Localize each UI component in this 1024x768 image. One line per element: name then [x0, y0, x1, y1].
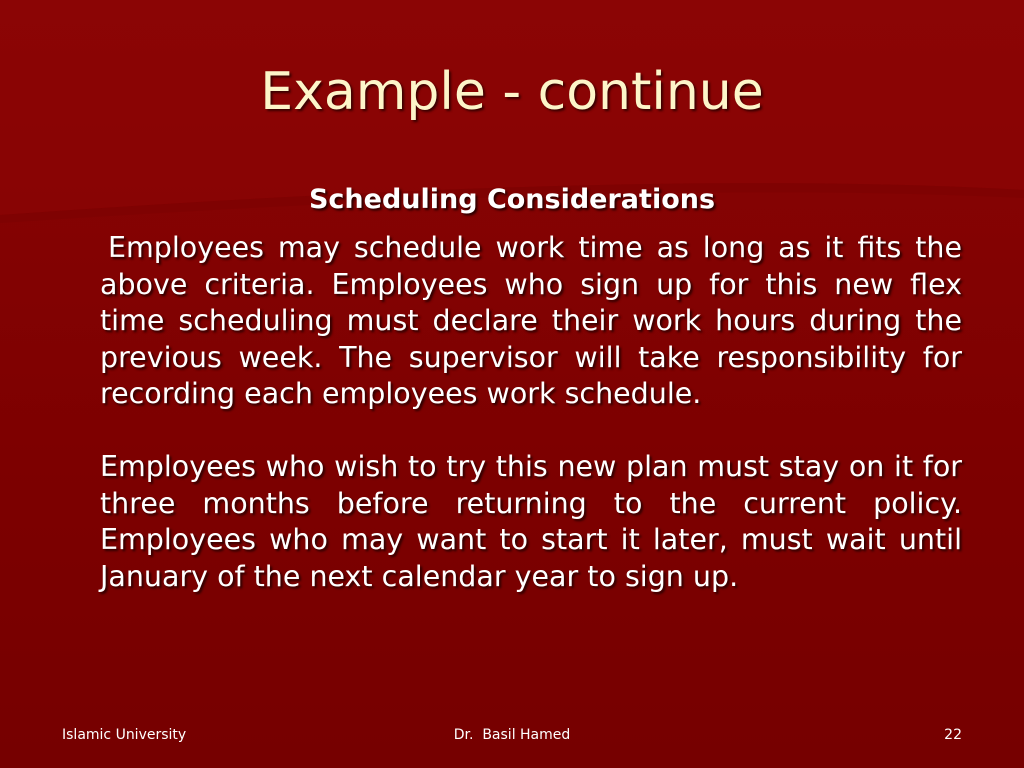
slide-subtitle: Scheduling Considerations [308, 184, 716, 215]
page-number: 22 [944, 727, 962, 743]
body-text [100, 230, 962, 595]
paragraph: Employees who wish to try this new plan must stay on it for three months before returning to the current policy. Employees who may want to start it later, must wait until January of the next calendar year to sign up. [100, 450, 962, 593]
footer-institution: Islamic University [62, 727, 187, 743]
footer-author-text: Dr. Basil Hamed [453, 727, 571, 743]
paragraph: Employees may schedule work time as long as it fits the above criteria. Employees who sign up for this new flex time scheduling must declare their work hours during the previous week. The supervisor will take responsibility for recording each employees work schedule. [100, 231, 962, 410]
footer-author [0, 727, 1024, 743]
slide-title: Example - continue [260, 62, 764, 122]
